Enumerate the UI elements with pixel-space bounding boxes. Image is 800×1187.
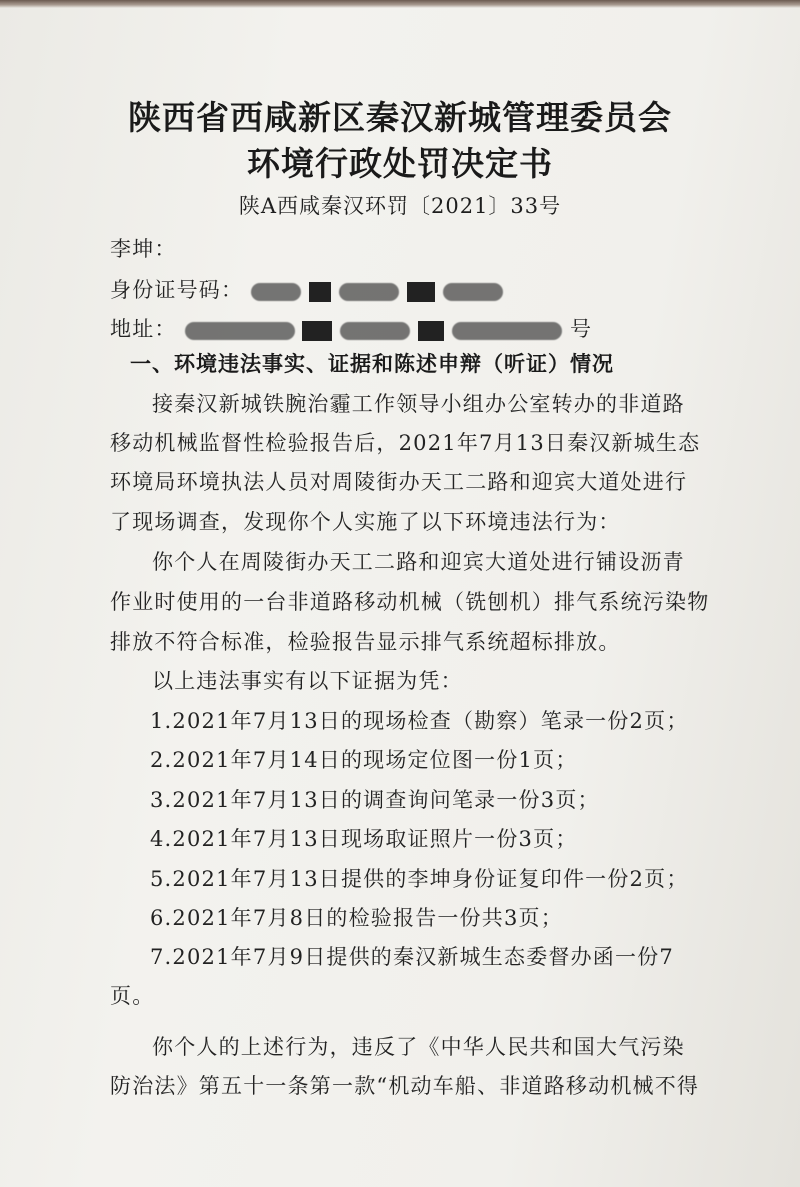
redaction-mark xyxy=(340,322,410,340)
evidence-item: 3.2021年7月13日的调查询问笔录一份3页； xyxy=(150,788,600,812)
party-name xyxy=(110,233,177,263)
paragraph-line: 你个人的上述行为，违反了《中华人民共和国大气污染 xyxy=(152,1035,685,1059)
evidence-item: 页。 xyxy=(110,984,155,1008)
evidence-item: 6.2021年7月8日的检验报告一份共3页； xyxy=(150,906,563,930)
redaction-mark xyxy=(251,283,301,301)
redaction-mark xyxy=(443,283,503,301)
evidence-item: 7.2021年7月9日提供的秦汉新城生态委督办函一份7 xyxy=(150,945,674,969)
id-number-row xyxy=(110,274,503,304)
paragraph-line: 防治法》第五十一条第一款“机动车船、非道路移动机械不得 xyxy=(110,1074,700,1098)
evidence-item: 5.2021年7月13日提供的李坤身份证复印件一份2页； xyxy=(150,867,689,891)
document-title-line1: 陕西省西咸新区秦汉新城管理委员会 xyxy=(128,98,672,137)
paragraph-line: 接秦汉新城铁腕治霾工作领导小组办公室转办的非道路 xyxy=(152,392,685,416)
paragraph-line: 作业时使用的一台非道路移动机械（铣刨机）排气系统污染物 xyxy=(110,590,710,614)
redaction-mark xyxy=(185,322,295,340)
evidence-item: 2.2021年7月14日的现场定位图一份1页； xyxy=(150,748,578,772)
redaction-mark xyxy=(309,282,331,302)
paragraph-line: 移动机械监督性检验报告后，2021年7月13日秦汉新城生态 xyxy=(110,431,701,455)
redaction-mark xyxy=(339,283,399,301)
redaction-mark xyxy=(407,282,435,302)
paragraph-line: 了现场调查，发现你个人实施了以下环境违法行为： xyxy=(110,510,621,534)
document-title-line2: 环境行政处罚决定书 xyxy=(247,144,553,183)
id-number-label: 身份证号码： xyxy=(110,278,244,302)
address-label: 地址： xyxy=(110,317,177,341)
evidence-item: 4.2021年7月13日现场取证照片一份3页； xyxy=(150,827,578,851)
party-name-text: 李坤： xyxy=(110,237,177,261)
evidence-item: 1.2021年7月13日的现场检查（勘察）笔录一份2页； xyxy=(150,709,689,733)
redaction-mark xyxy=(452,322,562,340)
paper-edge-shadow xyxy=(0,0,800,8)
paragraph-line: 以上违法事实有以下证据为凭： xyxy=(152,669,463,693)
paragraph-line: 环境局环境执法人员对周陵街办天工二路和迎宾大道处进行 xyxy=(110,470,688,494)
redaction-mark xyxy=(418,321,444,341)
section-heading: 一、环境违法事实、证据和陈述申辩（听证）情况 xyxy=(130,351,614,376)
paragraph-line: 排放不符合标准，检验报告显示排气系统超标排放。 xyxy=(110,630,621,654)
address-row xyxy=(110,313,592,343)
document-number: 陕A西咸秦汉环罚〔2021〕33号 xyxy=(238,194,562,218)
redaction-mark xyxy=(302,321,332,341)
paragraph-line: 你个人在周陵街办天工二路和迎宾大道处进行铺设沥青 xyxy=(152,550,685,574)
address-tail: 号 xyxy=(569,317,593,341)
